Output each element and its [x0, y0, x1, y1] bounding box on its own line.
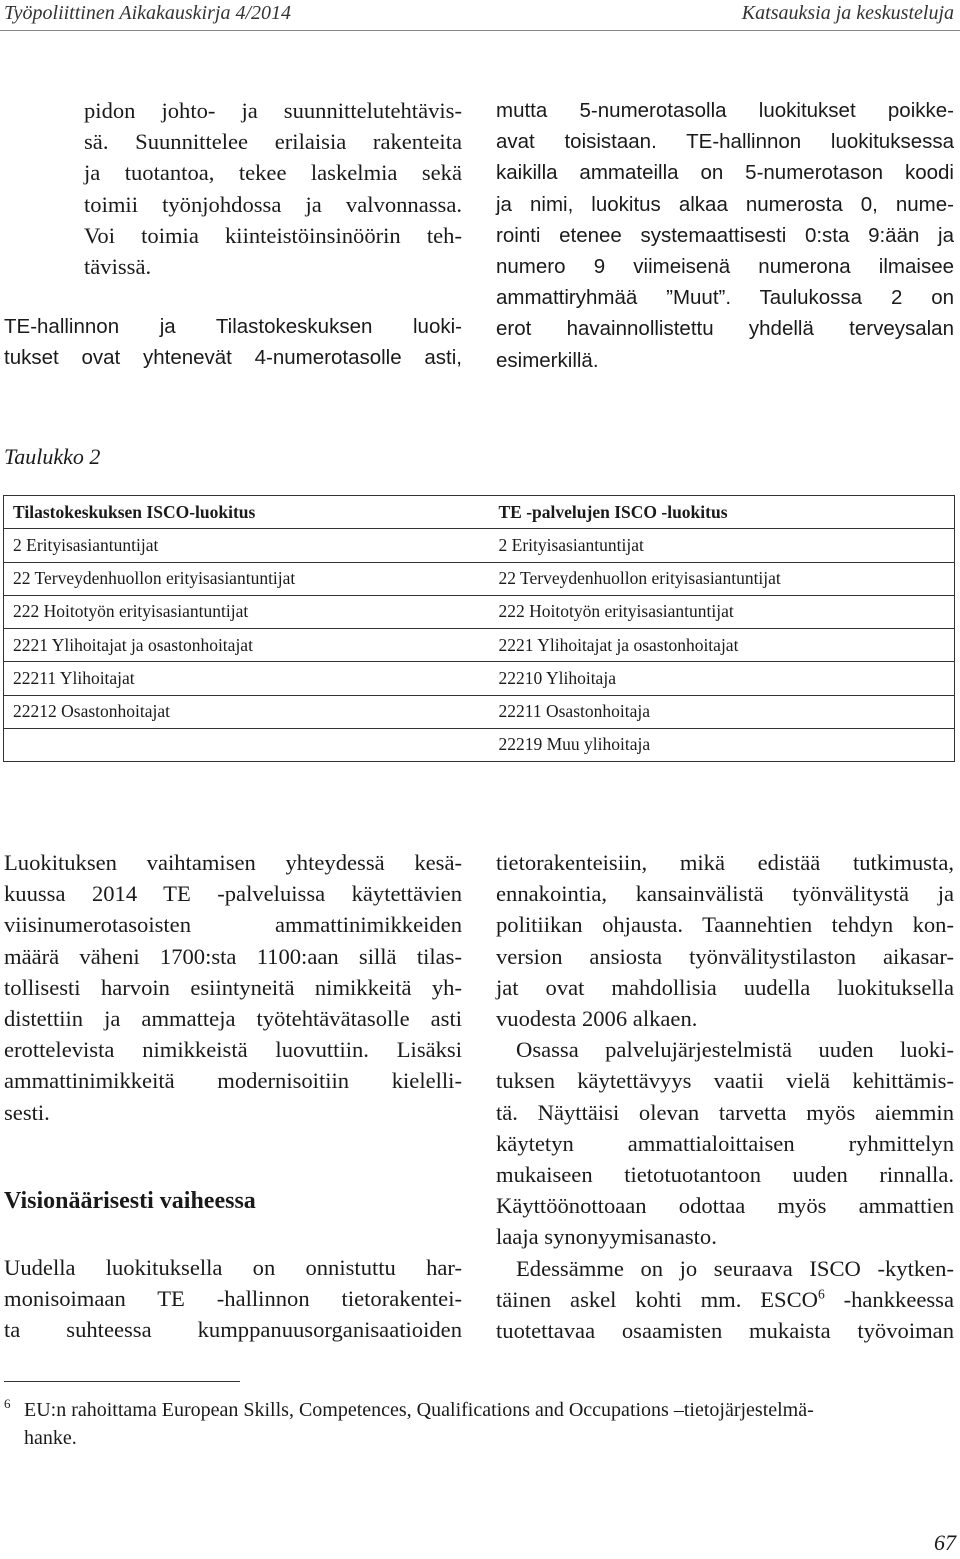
text-line: määrä väheni 1700:sta 1100:aan sillä tilas-: [4, 943, 462, 969]
text-run: täinen askel kohti mm. ESCO: [496, 1286, 818, 1312]
text-line: ja nimi, luokitus alkaa numerosta 0, nume-: [496, 192, 954, 216]
text-line: ta suhteessa kumppanuusorganisaatioiden: [4, 1317, 462, 1343]
top-left-column-sans: [4, 311, 462, 373]
text-line: ammattinimikkeitä modernisoitiin kielelli-: [4, 1068, 462, 1094]
text-line: jat ovat mahdollisia uudella luokituksella: [496, 974, 954, 1000]
text-line: esimerkillä.: [496, 348, 599, 372]
paragraph: [496, 1253, 954, 1347]
table-cell: 22 Terveydenhuollon erityisasiantuntijat: [499, 562, 955, 595]
text-line: sesti.: [4, 1099, 50, 1125]
text-line: Käyttöönottoaan odottaa myös ammattien: [496, 1193, 954, 1219]
text-line: kaikilla ammateilla on 5-numerotason koodi: [496, 161, 954, 185]
text-line: TE-hallinnon ja Tilastokeskuksen luoki-: [4, 315, 462, 338]
table-header-cell: TE -palvelujen ISCO -luokitus: [499, 496, 955, 529]
text-line: ja tuotantoa, tekee laskelmia sekä: [84, 160, 462, 186]
text-line: vuodesta 2006 alkaen.: [496, 1006, 698, 1032]
classification-table: [3, 495, 955, 762]
table-header-row: [4, 496, 955, 529]
table-cell: 2221 Ylihoitajat ja osastonhoitajat: [4, 629, 499, 662]
table-row: [4, 529, 955, 562]
footnote-ref: 6: [817, 1286, 825, 1302]
table-cell: 22211 Ylihoitajat: [4, 662, 499, 695]
bottom-right-column: [496, 847, 954, 1346]
paragraph: [496, 95, 954, 376]
text-line: [496, 1284, 954, 1315]
text-line: Luokituksen vaihtamisen yhteydessä kesä-: [4, 850, 462, 875]
text-line: numero 9 viimeisenä numerona ilmaisee: [496, 255, 954, 279]
text-line: tä. Näyttäisi olevan tarvetta myös aiemmin: [496, 1099, 954, 1125]
text-line: tävissä.: [84, 254, 152, 280]
table-cell: 2 Erityisasiantuntijat: [4, 529, 499, 562]
table-row: [4, 695, 955, 728]
table-cell: 22211 Osastonhoitaja: [499, 695, 955, 728]
paragraph: [84, 95, 462, 282]
text-line: sä. Suunnittelee erilaisia rakenteita: [84, 129, 462, 155]
text-line: käytetyn ammattialoittaisen ryhmittelyn: [496, 1130, 954, 1156]
table-row: [4, 562, 955, 595]
table-caption: Taulukko 2: [4, 444, 101, 469]
table-row: [4, 629, 955, 662]
text-line: avat toisistaan. TE-hallinnon luokituksessa: [496, 130, 954, 154]
table-cell: 2 Erityisasiantuntijat: [499, 529, 955, 562]
text-line: Edessämme on jo seuraava ISCO -kytken-: [516, 1255, 954, 1281]
paragraph: [4, 1252, 462, 1346]
bottom-left-column-2: [4, 1252, 462, 1346]
text-line: tollisesti harvoin esiintyneitä nimikkeitä yh-: [4, 974, 462, 1000]
text-line: tuotettavaa osaamisten mukaista työvoiman: [496, 1318, 954, 1344]
text-line: Osassa palvelujärjestelmistä uuden luoki-: [516, 1037, 954, 1063]
section-title: Katsauksia ja keskusteluja: [741, 2, 954, 24]
table-cell: 222 Hoitotyön erityisasiantuntijat: [4, 595, 499, 628]
table-cell: 22212 Osastonhoitajat: [4, 695, 499, 728]
text-line: kuussa 2014 TE -palveluissa käytettävien: [4, 881, 462, 907]
table-cell: [4, 728, 499, 761]
section-heading: Visionäärisesti vaiheessa: [4, 1188, 256, 1214]
top-right-column: [496, 95, 954, 376]
text-line: erottelevista nimikkeistä luovuttiin. Lisäksi: [4, 1037, 462, 1063]
top-left-column: [84, 95, 462, 282]
footnote-rule: [4, 1381, 240, 1382]
text-line: tietorakenteisiin, mikä edistää tutkimusta,: [496, 850, 954, 875]
footnote-line: hanke.: [24, 1427, 77, 1449]
text-line: erot havainnollistettu yhdellä terveysalan: [496, 317, 954, 341]
journal-title: Työpoliittinen Aikakauskirja 4/2014: [4, 2, 292, 24]
footnote-number: 6: [4, 1396, 11, 1411]
text-line: mukaiseen tietotuotantoon uuden rinnalla.: [496, 1162, 954, 1188]
text-line: Uudella luokituksella on onnistuttu har-: [4, 1255, 462, 1280]
footnote-text: [24, 1396, 814, 1452]
bottom-left-column: [4, 847, 462, 1128]
header-divider: [0, 30, 960, 31]
text-line: mutta 5-numerotasolla luokitukset poikke-: [496, 99, 954, 122]
table-cell: 22210 Ylihoitaja: [499, 662, 955, 695]
text-line: monisoimaan TE -hallinnon tietorakentei-: [4, 1286, 462, 1312]
text-line: ennakointia, kansainvälistä työnvälitystä ja: [496, 881, 954, 907]
text-line: toimii työnjohdossa ja valvonnassa.: [84, 191, 462, 217]
footnote-line: EU:n rahoittama European Skills, Competences, Qualifications and Occupations –tietojärjestelmä-: [24, 1399, 814, 1421]
text-line: version ansiosta työnvälitystilaston aikasar-: [496, 943, 954, 969]
text-line: Voi toimia kiinteistöinsinöörin teh-: [84, 222, 462, 248]
text-line: distettiin ja ammatteja työtehtävätasolle asti: [4, 1006, 462, 1032]
text-line: politiikan ohjausta. Taannehtien tehdyn kon-: [496, 912, 954, 938]
text-line: laaja synonyymisanasto.: [496, 1224, 717, 1250]
table-cell: 22 Terveydenhuollon erityisasiantuntijat: [4, 562, 499, 595]
text-line: pidon johto- ja suunnittelutehtävis-: [84, 98, 462, 123]
table-row: [4, 662, 955, 695]
table-row: [4, 728, 955, 761]
table-cell: 222 Hoitotyön erityisasiantuntijat: [499, 595, 955, 628]
text-run: -hankkeessa: [824, 1286, 954, 1312]
table-cell: 22219 Muu ylihoitaja: [499, 728, 955, 761]
paragraph: [4, 847, 462, 1128]
text-line: viisinumerotasoisten ammattinimikkeiden: [4, 912, 462, 938]
text-line: ammattiryhmää ”Muut”. Taulukossa 2 on: [496, 286, 954, 310]
paragraph: [496, 1034, 954, 1252]
page-number: 67: [934, 1530, 956, 1555]
table-cell: 2221 Ylihoitajat ja osastonhoitajat: [499, 629, 955, 662]
text-line: tukset ovat yhtenevät 4-numerotasolle asti,: [4, 346, 462, 370]
text-line: rointi etenee systemaattisesti 0:sta 9:ään ja: [496, 223, 954, 247]
paragraph: [4, 311, 462, 373]
table-header-cell: Tilastokeskuksen ISCO-luokitus: [4, 496, 499, 529]
text-line: tuksen käytettävyys vaatii vielä kehittämis-: [496, 1068, 954, 1094]
table-row: [4, 595, 955, 628]
paragraph: [496, 847, 954, 1034]
